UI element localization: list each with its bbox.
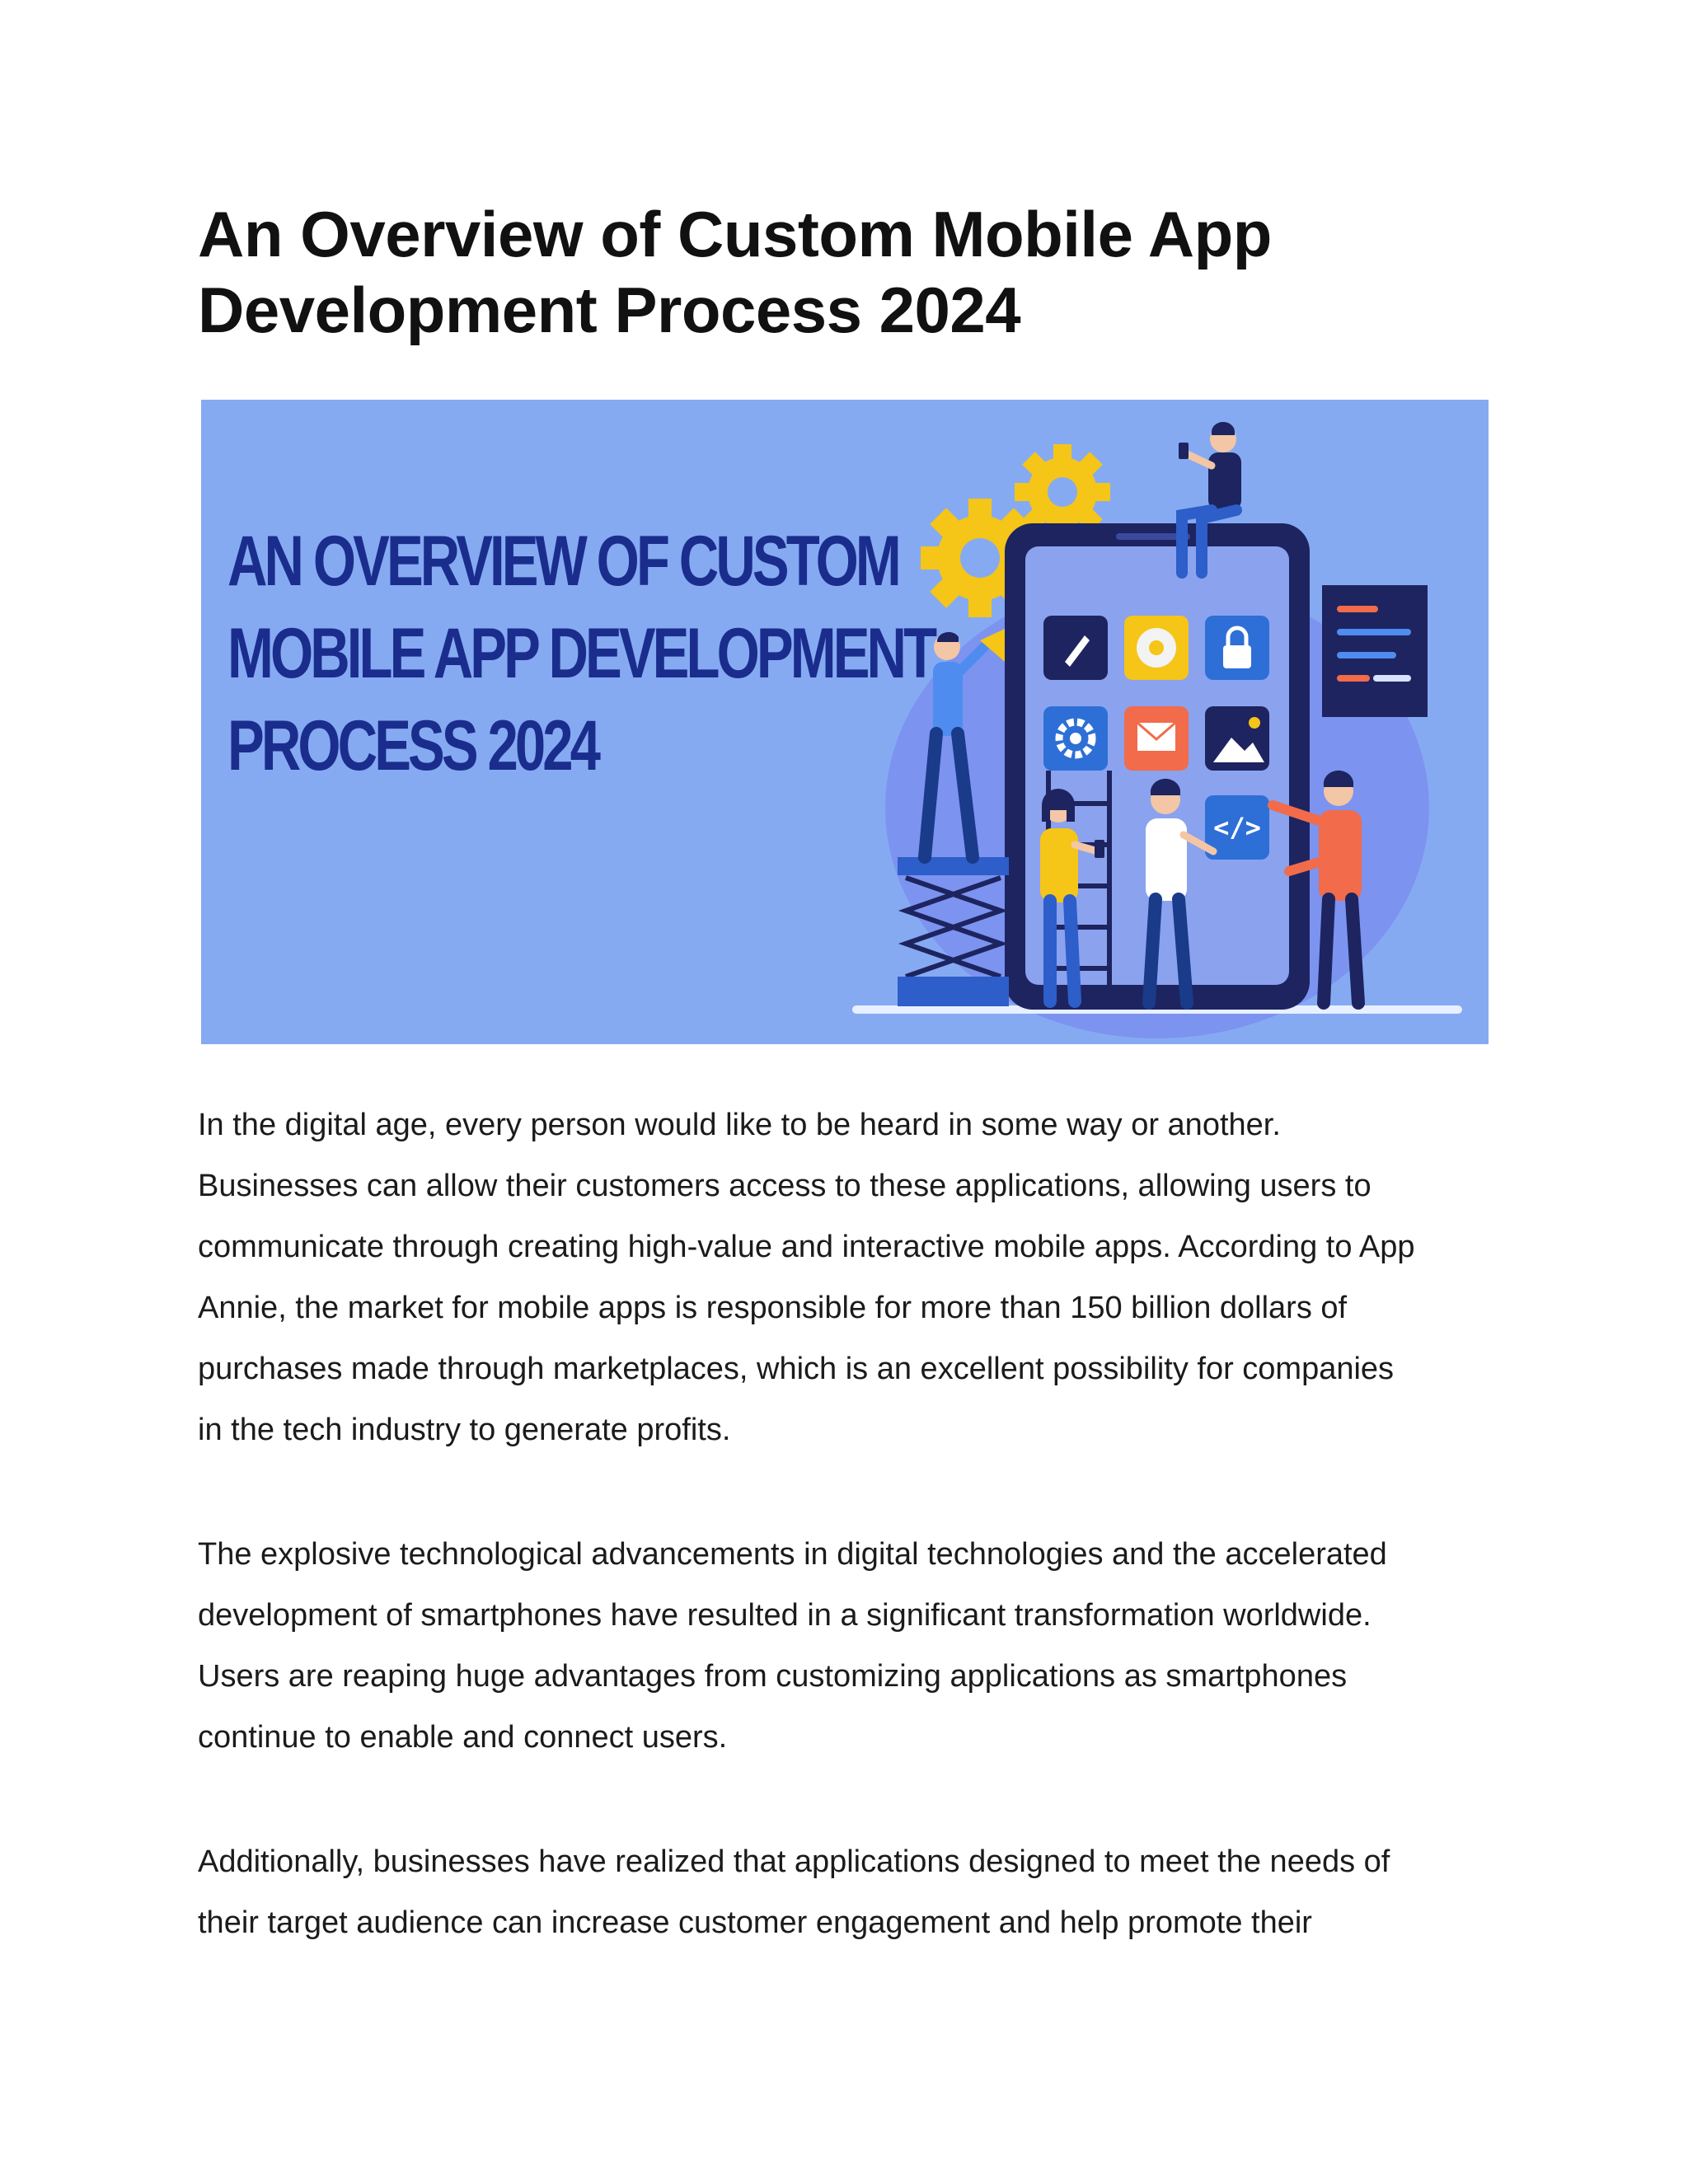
code-tag-label: </> [1213, 812, 1261, 843]
paragraph-line: The explosive technological advancements in digital technologies and the accelerated [198, 1537, 1387, 1572]
paragraph [198, 1524, 1517, 1768]
side-panel [1322, 585, 1428, 717]
hero-illustration [201, 400, 1489, 1044]
paragraph-line: purchases made through marketplaces, which is an excellent possibility for companies [198, 1352, 1395, 1386]
document-title [198, 196, 1517, 348]
hero-heading-line: AN OVERVIEW OF CUSTOM [227, 522, 898, 601]
paragraph-line: development of smartphones have resulted in a significant transformation worldwide. [198, 1598, 1372, 1633]
paragraph-line: In the digital age, every person would like to be heard in some way or another. [198, 1108, 1281, 1142]
paragraph [198, 1831, 1517, 1953]
paragraph-line: Users are reaping huge advantages from customizing applications as smartphones [198, 1659, 1348, 1694]
hero-heading [227, 515, 934, 792]
paragraph-line: continue to enable and connect users. [198, 1720, 728, 1755]
document-title-line: An Overview of Custom Mobile App [198, 198, 1272, 270]
document-title-line: Development Process 2024 [198, 274, 1021, 346]
paragraph-line: Businesses can allow their customers access to these applications, allowing users to [198, 1169, 1372, 1203]
hero-heading-line: PROCESS 2024 [227, 706, 598, 785]
paragraph-line: in the tech industry to generate profits. [198, 1413, 731, 1447]
paragraph [198, 1094, 1517, 1460]
paragraph-line: their target audience can increase customer engagement and help promote their [198, 1905, 1312, 1940]
paragraph-line: Annie, the market for mobile apps is responsible for more than 150 billion dollars of [198, 1291, 1348, 1325]
paragraph-line: communicate through creating high-value and interactive mobile apps. According to App [198, 1230, 1415, 1264]
paragraph-line: Additionally, businesses have realized that applications designed to meet the needs of [198, 1844, 1390, 1879]
hero-heading-line: MOBILE APP DEVELOPMENT [227, 614, 935, 693]
